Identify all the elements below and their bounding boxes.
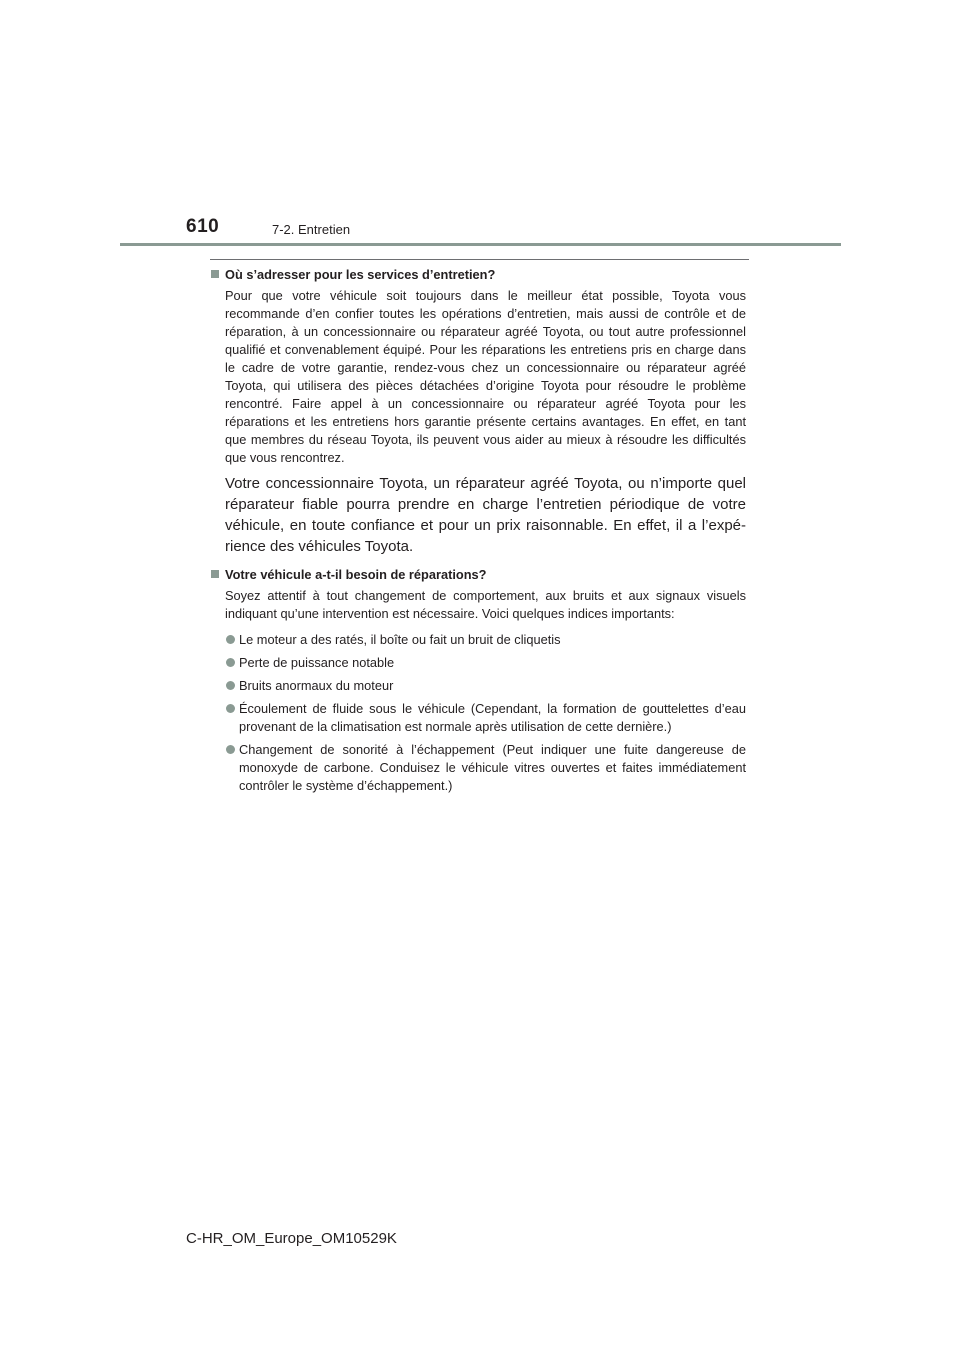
list-item-text: Perte de puissance notable xyxy=(239,655,395,670)
section-label: 7-2. Entretien xyxy=(272,222,351,237)
square-bullet-icon xyxy=(211,570,219,578)
content-rule xyxy=(210,259,749,260)
circle-bullet-icon xyxy=(226,704,235,713)
header-rule xyxy=(120,243,841,246)
list-item-text: Changement de sonorité à l’échappement (Peut indiquer une fuite dangereuse de monoxyde de carbone. Conduisez le véhicule vitres ouvertes et faites immédiatement contrôler le système d’échappement.) xyxy=(239,742,746,793)
section-heading-repairs xyxy=(210,566,746,584)
repairs-paragraph: Soyez attentif à tout changement de comportement, aux bruits et aux signaux visuels indiquant qu’une intervention est nécessaire. Voici quelques indices importants: xyxy=(225,588,746,621)
footer-doc-code: C-HR_OM_Europe_OM10529K xyxy=(186,1230,397,1247)
circle-bullet-icon xyxy=(226,681,235,690)
circle-bullet-icon xyxy=(226,658,235,667)
service-large-paragraph: Votre concessionnaire Toyota, un réparateur agréé Toyota, ou n’importe quel réparateur fiable pourra prendre en charge l’entretien périodique de votre véhicule, en toute confiance et pour un prix raisonnable. En effet, il a l’expé-rience des véhicules Toyota. xyxy=(225,475,746,555)
list-item xyxy=(210,700,746,736)
circle-bullet-icon xyxy=(226,745,235,754)
heading-text: Votre véhicule a-t-il besoin de réparations? xyxy=(225,567,487,582)
list-item-text: Écoulement de fluide sous le véhicule (Cependant, la formation de gouttelettes d’eau provenant de la climatisation est normale après utilisation de cette dernière.) xyxy=(239,701,746,734)
section-heading-service xyxy=(210,266,746,284)
service-paragraph: Pour que votre véhicule soit toujours dans le meilleur état possible, Toyota vous recommande d’en confier toutes les opérations d’entretien, mais aussi de contrôle et de réparation, à un concessionnaire ou réparateur agréé Toyota, ou tout autre professionnel qualifié et convenablement équipé. Pour les réparations les entretiens pris en charge dans le cadre de votre garantie, rendez-vous chez un concessionnaire ou réparateur agréé Toyota, qui utilisera des pièces détachées d’origine Toyota pour résoudre le problème rencontré. Faire appel à un concessionnaire ou réparateur agréé Toyota pour les réparations et les entretiens hors garantie présente certains avantages. En effet, en tant que membres du réseau Toyota, ils peuvent vous aider au mieux à résoudre les difficultés que vous rencontrez. xyxy=(225,288,746,465)
page-number: 610 xyxy=(186,216,220,237)
list-item-text: Le moteur a des ratés, il boîte ou fait un bruit de cliquetis xyxy=(239,632,561,647)
circle-bullet-icon xyxy=(226,635,235,644)
square-bullet-icon xyxy=(211,270,219,278)
list-item xyxy=(210,631,746,649)
list-item xyxy=(210,741,746,795)
list-item-text: Bruits anormaux du moteur xyxy=(239,678,394,693)
list-item xyxy=(210,654,746,672)
list-item xyxy=(210,677,746,695)
content-area xyxy=(210,266,746,800)
heading-text: Où s’adresser pour les services d’entretien? xyxy=(225,267,496,282)
